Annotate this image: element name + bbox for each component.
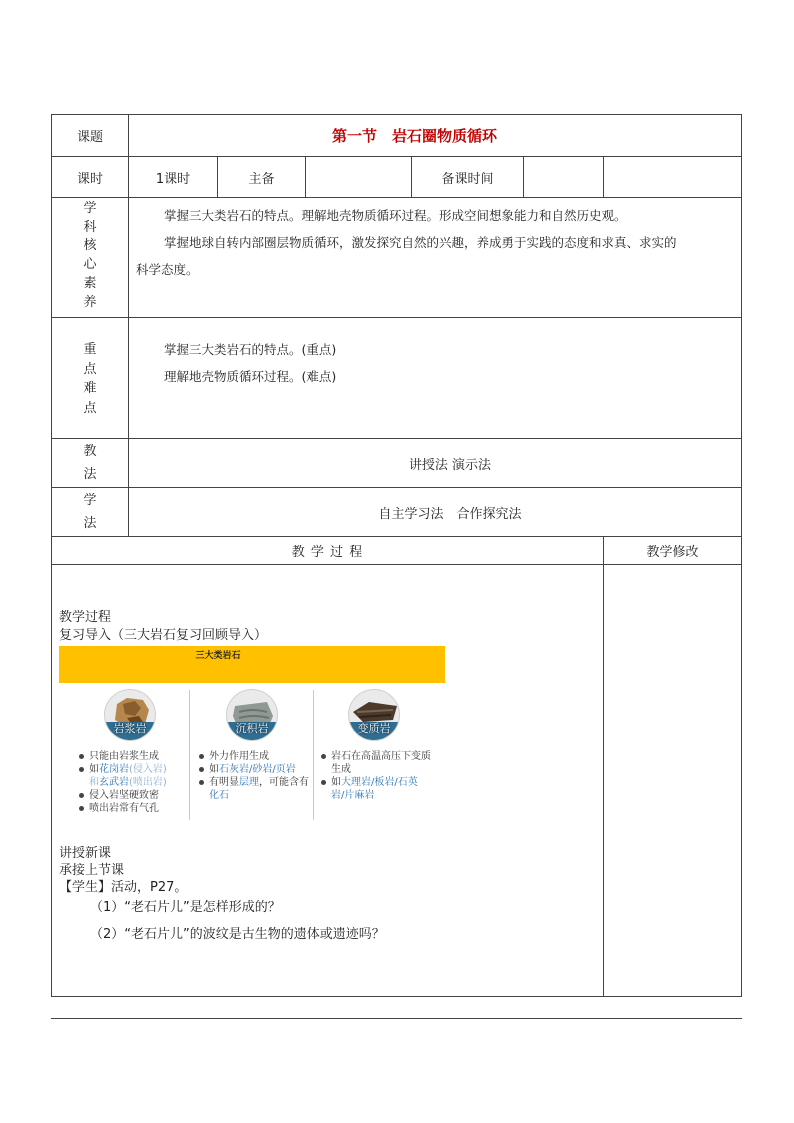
bullet-text: 如 (331, 777, 341, 788)
process-heading: 教学过程 (59, 610, 112, 625)
label-char: 心 (83, 257, 97, 273)
slide-column-divider (189, 690, 190, 820)
metamorphic-rock-image (348, 689, 400, 741)
label-char: 重 (83, 342, 97, 357)
key-point: 掌握三大类岩石的特点。(重点) (164, 342, 337, 357)
slide-column-divider (313, 690, 314, 820)
process-header: 教 学 过 程 (291, 545, 364, 560)
bullet-text: 侵入岩坚硬致密 (89, 790, 159, 801)
footer-rule (51, 1018, 742, 1019)
activity-line: 【学生】活动，P27。 (59, 880, 188, 895)
igneous-rock-image (104, 689, 156, 741)
highlight-term: 玄武岩 (99, 777, 129, 788)
bullet-text: 岩石在高温高压下变质生成 (331, 751, 431, 775)
list-item (197, 763, 311, 776)
label-char: 学 (83, 201, 97, 216)
label-char: 学 (83, 493, 97, 508)
core-literacy-line3: 科学态度。 (136, 262, 199, 277)
bullet-text: 外力作用生成 (209, 751, 269, 762)
label-char: 素 (83, 275, 97, 291)
label-char: 法 (83, 516, 97, 531)
core-literacy-line1: 掌握三大类岩石的特点。理解地壳物质循环过程。形成空间想象能力和自然历史观。 (164, 208, 627, 223)
list-item (77, 750, 187, 763)
period-value: 1课时 (155, 171, 191, 187)
label-char: 核 (83, 238, 97, 254)
highlight-term: 大理岩/板岩/石英岩/片麻岩 (331, 777, 418, 801)
slide-title: 三大类岩石 (195, 651, 241, 661)
teaching-method-value: 讲授法 演示法 (408, 457, 492, 473)
topic-label: 课题 (76, 130, 103, 145)
row-divider (51, 317, 742, 318)
period-label: 课时 (76, 171, 103, 187)
revision-header: 教学修改 (646, 545, 699, 560)
bullet-text: ，可能含有 (259, 777, 309, 788)
label-char: 点 (83, 400, 97, 416)
new-lesson-line: 讲授新课 (59, 846, 112, 861)
continue-line: 承接上节课 (59, 863, 125, 878)
rock-types-slide (59, 646, 445, 824)
bullet-text: 如 (89, 764, 99, 775)
highlight-term: 化石 (209, 790, 229, 801)
metamorphic-rock-label: 变质岩 (357, 722, 391, 735)
core-literacy-line2: 掌握地球自转内部圈层物质循环，激发探究自然的兴趣，养成勇于实践的态度和求真、求实的 (164, 235, 677, 250)
prep-time-label: 备课时间 (441, 171, 494, 187)
igneous-rock-label: 岩浆岩 (113, 722, 147, 735)
highlight-term: 石灰岩/砂岩/页岩 (219, 764, 296, 775)
list-item (77, 789, 187, 802)
prep-time-value (524, 157, 603, 197)
list-item (197, 776, 311, 802)
label-char: 养 (83, 294, 97, 310)
core-literacy-label (52, 200, 128, 312)
lesson-title: 第一节 岩石圈物质循环 (332, 127, 498, 145)
label-char: 教 (83, 444, 97, 459)
key-points-label (52, 340, 128, 418)
bullet-text: 如 (209, 764, 219, 775)
bullet-text: 有明显 (209, 777, 239, 788)
intro-line: 复习导入（三大岩石复习回顾导入） (59, 628, 268, 643)
question-1: （1）“老石片儿”是怎样形成的？ (90, 900, 281, 915)
teaching-method-label (52, 440, 128, 486)
label-char: 科 (83, 219, 97, 235)
igneous-bullets (77, 750, 187, 815)
list-item (197, 750, 311, 763)
bullet-text: 喷出岩常有气孔 (89, 803, 159, 814)
list-item (319, 776, 431, 802)
metamorphic-bullets (319, 750, 431, 802)
highlight-term: 层理 (239, 777, 259, 788)
label-char: 法 (83, 467, 97, 482)
bullet-text: 和 (89, 777, 99, 788)
row-divider (51, 564, 742, 565)
list-item (77, 763, 187, 789)
list-item (77, 802, 187, 815)
prep-label: 主备 (248, 171, 275, 187)
bullet-text: 只能由岩浆生成 (89, 751, 159, 762)
sedimentary-rock-label: 沉积岩 (235, 722, 269, 735)
col-divider (603, 156, 604, 197)
difficult-point: 理解地壳物质循环过程。(难点) (164, 369, 337, 384)
sedimentary-bullets (197, 750, 311, 802)
question-2: （2）“老石片儿”的波纹是古生物的遗体或遗迹吗？ (90, 927, 385, 942)
col-divider (603, 536, 604, 997)
learning-method-label (52, 489, 128, 535)
list-item (319, 750, 431, 776)
label-char: 难 (83, 381, 97, 396)
learning-method-value: 自主学习法 合作探究法 (378, 506, 522, 522)
row-divider (51, 197, 742, 198)
sedimentary-rock-image (226, 689, 278, 741)
label-char: 点 (83, 361, 97, 377)
highlight-term: 花岗岩 (99, 764, 129, 775)
bullet-note: (侵入岩) (129, 764, 167, 775)
bullet-note: (喷出岩) (129, 777, 167, 788)
prep-value (306, 157, 411, 197)
